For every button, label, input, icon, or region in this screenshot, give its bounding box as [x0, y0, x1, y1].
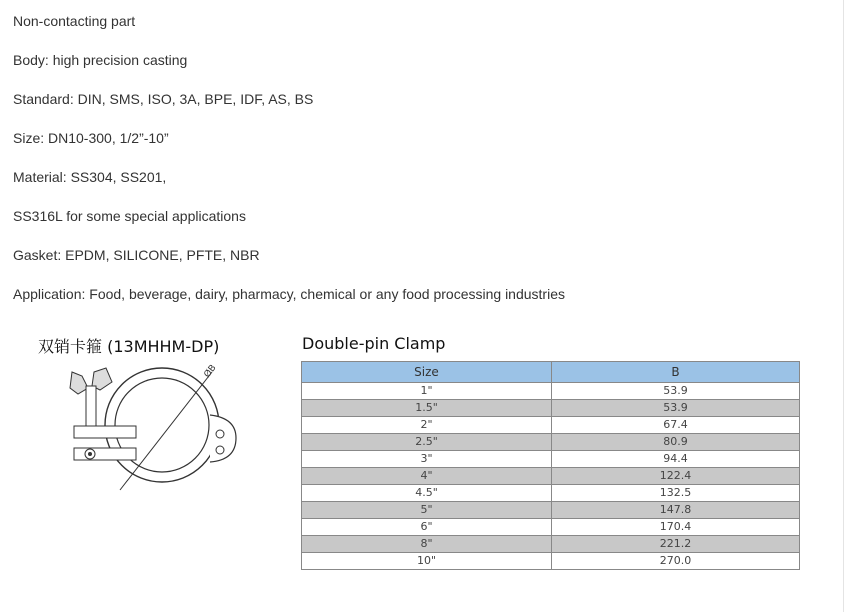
- spec-size: Size: DN10-300, 1/2”-10”: [13, 130, 169, 146]
- table-row: [302, 434, 800, 451]
- spec-material: Material: SS304, SS201,: [13, 169, 167, 185]
- cell-b: 221.2: [552, 536, 800, 553]
- cell-size: 4": [302, 468, 552, 485]
- table-row: [302, 485, 800, 502]
- cell-b: 147.8: [552, 502, 800, 519]
- cell-b: 270.0: [552, 553, 800, 570]
- product-title-cn: 双销卡箍 (13MHHM-DP): [38, 337, 220, 356]
- table-row: [302, 536, 800, 553]
- cell-b: 53.9: [552, 383, 800, 400]
- table-row: [302, 400, 800, 417]
- table-row: [302, 417, 800, 434]
- cell-size: 2": [302, 417, 552, 434]
- cell-size: 6": [302, 519, 552, 536]
- spec-body: Body: high precision casting: [13, 52, 188, 68]
- spec-material-316l: SS316L for some special applications: [13, 208, 246, 224]
- col-size-header: Size: [302, 362, 552, 383]
- spec-contact: Non-contacting part: [13, 13, 136, 29]
- cell-b: 132.5: [552, 485, 800, 502]
- cell-size: 10": [302, 553, 552, 570]
- table-row: [302, 383, 800, 400]
- cell-size: 4.5": [302, 485, 552, 502]
- table-row: [302, 451, 800, 468]
- spec-application: Application: Food, beverage, dairy, pharmacy, chemical or any food processing industries: [13, 286, 565, 302]
- cell-size: 2.5": [302, 434, 552, 451]
- cell-b: 67.4: [552, 417, 800, 434]
- cell-b: 53.9: [552, 400, 800, 417]
- cell-size: 1": [302, 383, 552, 400]
- cell-b: 170.4: [552, 519, 800, 536]
- table-row: [302, 553, 800, 570]
- table-header-row: [302, 362, 800, 383]
- cell-size: 3": [302, 451, 552, 468]
- cell-size: 1.5": [302, 400, 552, 417]
- size-table: [301, 361, 800, 570]
- diagram-dimension-label: ØB: [202, 363, 219, 380]
- cell-size: 5": [302, 502, 552, 519]
- spec-gasket: Gasket: EPDM, SILICONE, PFTE, NBR: [13, 247, 260, 263]
- cell-b: 94.4: [552, 451, 800, 468]
- cell-size: 8": [302, 536, 552, 553]
- product-title-en: Double-pin Clamp: [302, 334, 446, 353]
- cell-b: 80.9: [552, 434, 800, 451]
- table-row: [302, 519, 800, 536]
- cell-b: 122.4: [552, 468, 800, 485]
- col-b-header: B: [552, 362, 800, 383]
- spec-standard: Standard: DIN, SMS, ISO, 3A, BPE, IDF, AS, BS: [13, 91, 314, 107]
- page-border-line: [843, 0, 844, 612]
- table-row: [302, 502, 800, 519]
- clamp-diagram: [60, 360, 260, 510]
- table-row: [302, 468, 800, 485]
